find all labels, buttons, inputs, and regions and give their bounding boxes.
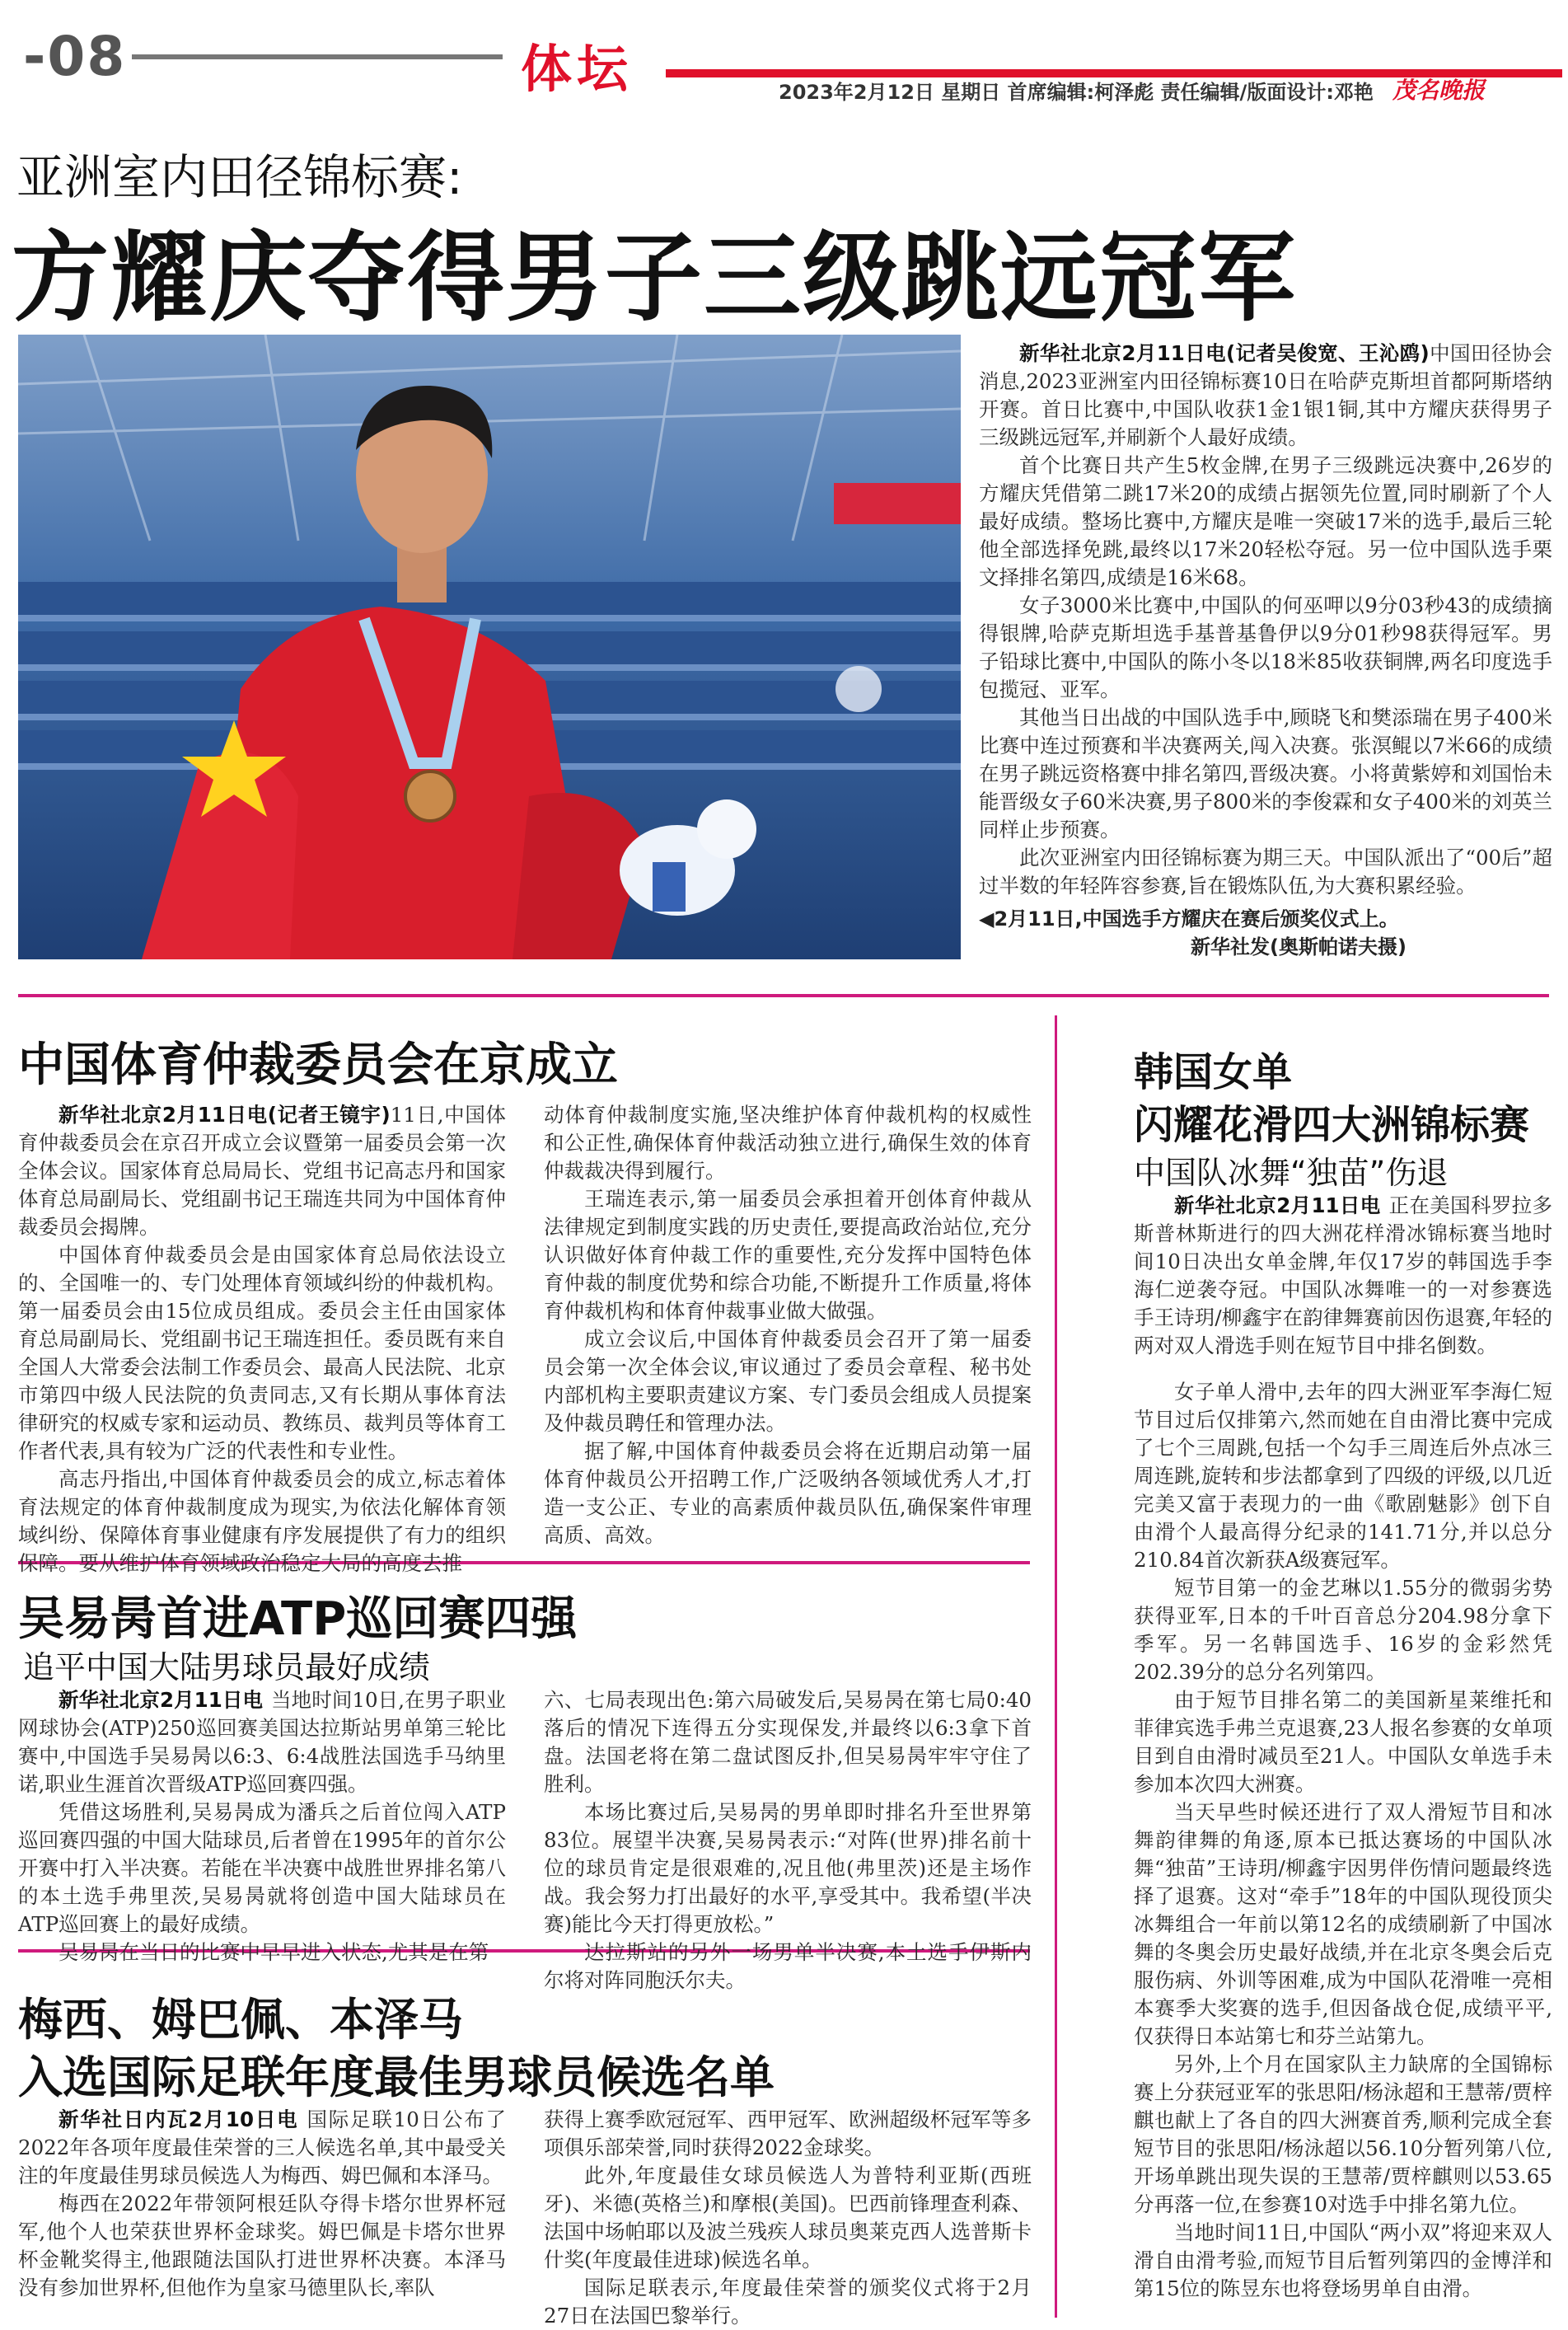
fifa-dateline: 新华社日内瓦2月10日电 [59, 2107, 299, 2131]
page-number: -08 [23, 25, 127, 88]
lead-dateline: 新华社北京2月11日电(记者吴俊宽、王沁鸥) [1019, 341, 1430, 365]
article-paragraph: 国际足联表示,年度最佳荣誉的颁奖仪式将于2月27日在法国巴黎举行。 [544, 2276, 1032, 2328]
lead-photo [18, 335, 961, 959]
photo-credit: 新华社发(奥斯帕诺夫摄) [1191, 935, 1407, 959]
lead-paragraph: 新华社北京2月11日电(记者吴俊宽、王沁鸥)中国田径协会消息,2023亚洲室内田径锦标赛10日在哈萨克斯坦首都阿斯塔纳开赛。首日比赛中,中国队收获1金1银1铜,其中方耀庆获得男子三级跳远冠军,并刷新个人最好成绩。 [979, 341, 1552, 449]
column-divider [1055, 1015, 1057, 2318]
section-divider [18, 994, 1549, 997]
article-paragraph: 中国体育仲裁委员会是由国家体育总局依法设立的、全国唯一的、专门处理体育领域纠纷的仲裁机构。第一届委员会由15位成员组成。委员会主任由国家体育总局副局长、党组副书记王瑞连担任。委员既有来自全国人大常委会法制工作委员会、最高人民法院、北京市第四中级人民法院的负责同志,又有长期从事体育法律研究的权威专家和运动员、教练员、裁判员等体育工作者代表,具有较为广泛的代表性和专业性。 [18, 1243, 506, 1463]
lead-paragraph: 女子3000米比赛中,中国队的何巫呷以9分03秒43的成绩摘得银牌,哈萨克斯坦选手基普基鲁伊以9分01秒98获得冠军。男子铅球比赛中,中国队的陈小冬以18米85收获铜牌,两名印度选手包揽冠、亚军。 [979, 593, 1552, 701]
arbitration-headline: 中国体育仲裁委员会在京成立 [18, 1038, 618, 1092]
fifa-headline-line-2: 入选国际足联年度最佳男球员候选名单 [18, 2051, 775, 2103]
wu-column-1 [18, 1686, 506, 1967]
korea-subhead: 中国队冰舞“独苗”伤退 [1134, 1155, 1449, 1191]
arbitration-column-1 [18, 1101, 506, 1578]
article-paragraph: 据了解,中国体育仲裁委员会将在近期启动第一届体育仲裁员公开招聘工作,广泛吸纳各领域优秀人才,打造一支公正、专业的高素质仲裁员队伍,确保案件审理高质、高效。 [544, 1439, 1032, 1547]
issue-dateline: 2023年2月12日 星期日 首席编辑:柯泽彪 责任编辑/版面设计:邓艳 [779, 81, 1374, 104]
article-paragraph: 新华社北京2月11日电(记者王镜宇)11日,中国体育仲裁委员会在京召开成立会议暨第一届委员会第一次全体会议。国家体育总局局长、党组书记高志丹和国家体育总局副局长、党组副书记王瑞连共同为中国体育仲裁委员会揭牌。 [18, 1103, 506, 1239]
article-paragraph: 凭借这场胜利,吴易昺成为潘兵之后首位闯入ATP巡回赛四强的中国大陆球员,后者曾在1995年的首尔公开赛中打入半决赛。若能在半决赛中战胜世界排名第八的本土选手弗里茨,吴易昺就将创造中国大陆球员在ATP巡回赛上的最好成绩。 [18, 1800, 506, 1936]
korea-headline-line-1: 韩国女单 [1134, 1049, 1293, 1095]
article-paragraph: 高志丹指出,中国体育仲裁委员会的成立,标志着体育法规定的体育仲裁制度成为现实,为依法化解体育领域纠纷、保障体育事业健康有序发展提供了有力的组织保障。要从维护体育领域政治稳定大局的高度去推 [18, 1467, 506, 1575]
lead-kicker: 亚洲室内田径锦标赛: [16, 149, 463, 205]
lead-body [979, 340, 1552, 900]
masthead-rule [132, 54, 503, 59]
article-paragraph: 梅西在2022年带领阿根廷队夺得卡塔尔世界杯冠军,他个人也荣获世界杯金球奖。姆巴佩是卡塔尔世界杯金靴奖得主,他跟随法国队打进世界杯决赛。本泽马没有参加世界杯,但他作为皇家马德里队长,率队 [18, 2192, 506, 2300]
arbitration-dateline: 新华社北京2月11日电(记者王镜宇) [59, 1103, 391, 1127]
article-paragraph: 获得上赛季欧冠冠军、西甲冠军、欧洲超级杯冠军等多项俱乐部荣誉,同时获得2022金球奖。 [544, 2107, 1032, 2159]
caption-text: ◀2月11日,中国选手方耀庆在赛后颁奖仪式上。 [979, 907, 1399, 931]
article-paragraph: 达拉斯站的另外一场男单半决赛,本土选手伊斯内尔将对阵同胞沃尔夫。 [544, 1940, 1032, 1992]
article-paragraph: 王瑞连表示,第一届委员会承担着开创体育仲裁从法律规定到制度实践的历史责任,要提高政治站位,充分认识做好体育仲裁工作的重要性,充分发挥中国特色体育仲裁的制度优势和综合功能,不断提升工作质量,将体育仲裁机构和体育仲裁事业做大做强。 [544, 1187, 1032, 1323]
fifa-headline-line-1: 梅西、姆巴佩、本泽马 [18, 1994, 463, 2046]
article-paragraph: 吴易昺在当日的比赛中早早进入状态,尤其是在第 [59, 1940, 489, 1964]
fifa-column-1 [18, 2106, 506, 2302]
article-paragraph: 新华社北京2月11日电 当地时间10日,在男子职业网球协会(ATP)250巡回赛美国达拉斯站男单第三轮比赛中,中国选手吴易昺以6:3、6:4战胜法国选手马纳里诺,职业生涯首次晋级ATP巡回赛四强。 [18, 1688, 506, 1796]
photo-caption [979, 905, 1552, 961]
newspaper-logo: 茂名晚报 [1392, 77, 1486, 104]
article-paragraph: 新华社日内瓦2月10日电 国际足联10日公布了2022年各项年度最佳荣誉的三人候选名单,其中最受关注的年度最佳男球员候选人为梅西、姆巴佩和本泽马。 [18, 2107, 507, 2187]
wu-subhead: 追平中国大陆男球员最好成绩 [23, 1649, 431, 1685]
article-paragraph: 女子单人滑中,去年的四大洲亚军李海仁短节目过后仅排第六,然而她在自由滑比赛中完成了七个三周跳,包括一个勾手三周连后外点冰三周连跳,旋转和步法都拿到了四级的评级,以几近完美又富于表现力的一曲《歌剧魅影》创下自由滑个人最高得分纪录的141.71分,并以总分210.84首次新获A级赛冠军。 [1134, 1380, 1552, 1572]
wu-headline: 吴易昺首进ATP巡回赛四强 [18, 1592, 578, 1646]
lead-paragraph: 首个比赛日共产生5枚金牌,在男子三级跳远决赛中,26岁的方耀庆凭借第二跳17米20的成绩占据领先位置,同时刷新了个人最好成绩。整场比赛中,方耀庆是唯一突破17米的选手,最后三轮他全部选择免跳,最终以17米20轻松夺冠。另一位中国队选手栗文择排名第四,成绩是16米68。 [979, 453, 1552, 589]
article-paragraph: 此外,年度最佳女球员候选人为普特利亚斯(西班牙)、米德(英格兰)和摩根(美国)。巴西前锋理查利森、法国中场帕耶以及波兰残疾人球员奥莱克西人选普斯卡什奖(年度最佳进球)候选名单。 [544, 2164, 1032, 2271]
article-paragraph: 成立会议后,中国体育仲裁委员会召开了第一届委员会第一次全体会议,审议通过了委员会章程、秘书处内部机构主要职责建议方案、专门委员会组成人员提案及仲裁员聘任和管理办法。 [544, 1327, 1032, 1435]
lead-paragraph: 其他当日出战的中国队选手中,顾晓飞和樊添瑞在男子400米比赛中连过预赛和半决赛两关,闯入决赛。张溟鲲以7米66的成绩在男子跳远资格赛中排名第四,晋级决赛。小将黄紫婷和刘国怡未能晋级女子60米决赛,男子800米的李俊霖和女子400米的刘英兰同样止步预赛。 [979, 706, 1552, 842]
wu-column-2 [544, 1686, 1032, 1995]
korea-body [1134, 1192, 1552, 2303]
wu-dateline: 新华社北京2月11日电 [59, 1688, 264, 1712]
section-char-1: 体 [521, 38, 573, 99]
section-title [521, 31, 628, 97]
article-paragraph: 另外,上个月在国家队主力缺席的全国锦标赛上分获冠亚军的张思阳/杨泳超和王慧蒂/贾梓麒也献上了各自的四大洲赛首秀,顺利完成全套短节目的张思阳/杨泳超以56.10分暂列第八位,开场单跳出现失误的王慧蒂/贾梓麒则以53.65分再落一位,在参赛10对选手中排名第九位。 [1134, 2052, 1552, 2216]
article-paragraph: 短节目第一的金艺琳以1.55分的微弱劣势获得亚军,日本的千叶百音总分204.98分拿下季军。另一名韩国选手、16岁的金彩然凭202.39分的总分名列第四。 [1134, 1576, 1552, 1684]
arbitration-column-2 [544, 1101, 1032, 1549]
korea-headline-line-2: 闪耀花滑四大洲锦标赛 [1134, 1102, 1530, 1148]
korea-dateline: 新华社北京2月11日电 [1174, 1193, 1381, 1217]
article-paragraph: 当天早些时候还进行了双人滑短节目和冰舞韵律舞的角逐,原本已抵达赛场的中国队冰舞“独苗”王诗玥/柳鑫宇因男伴伤情问题最终选择了退赛。这对“牵手”18年的中国队现役顶尖冰舞组合一年前以第12名的成绩刷新了中国冰舞的冬奥会历史最好战绩,并在北京冬奥会后克服伤病、外训等困难,成为中国队花滑唯一亮相本赛季大奖赛的选手,但因备战仓促,成绩平平,仅获得日本站第七和芬兰站第九。 [1134, 1800, 1552, 2048]
section-char-2: 坛 [577, 38, 629, 99]
article-paragraph: 动体育仲裁制度实施,坚决维护体育仲裁机构的权威性和公正性,确保体育仲裁活动独立进行,确保生效的体育仲裁裁决得到履行。 [544, 1103, 1032, 1183]
lead-headline: 方耀庆夺得男子三级跳远冠军 [12, 221, 1298, 335]
article-paragraph: 当地时间11日,中国队“两小双”将迎来双人滑自由滑考验,而短节目后暂列第四的金博洋和第15位的陈昱东也将登场男单自由滑。 [1134, 2220, 1552, 2300]
lead-paragraph: 此次亚洲室内田径锦标赛为期三天。中国队派出了“00后”超过半数的年轻阵容参赛,旨在锻炼队伍,为大赛积累经验。 [979, 846, 1552, 898]
article-paragraph: 新华社北京2月11日电 正在美国科罗拉多斯普林斯进行的四大洲花样滑冰锦标赛当地时间10日决出女单金牌,年仅17岁的韩国选手李海仁逆袭夺冠。中国队冰舞唯一的一对参赛选手王诗玥/柳鑫宇在韵律舞赛前因伤退赛,年轻的两对双人滑选手则在短节目中排名倒数。 [1134, 1193, 1553, 1357]
article-paragraph: 六、七局表现出色:第六局破发后,吴易昺在第七局0:40落后的情况下连得五分实现保发,并最终以6:3拿下首盘。法国老将在第二盘试图反扑,但吴易昺牢牢守住了胜利。 [544, 1688, 1032, 1796]
athlete-photo-illustration [18, 335, 961, 959]
fifa-column-2 [544, 2106, 1032, 2330]
article-paragraph: 本场比赛过后,吴易昺的男单即时排名升至世界第83位。展望半决赛,吴易昺表示:“对阵(世界)排名前十位的球员肯定是很艰难的,况且他(弗里茨)还是主场作战。我会努力打出最好的水平,享受其中。我希望(半决赛)能比今天打得更放松。” [544, 1800, 1032, 1936]
article-paragraph: 由于短节目排名第二的美国新星莱维托和菲律宾选手弗兰克退赛,23人报名参赛的女单项目到自由滑时减员至21人。中国队女单选手未参加本次四大洲赛。 [1134, 1688, 1552, 1796]
